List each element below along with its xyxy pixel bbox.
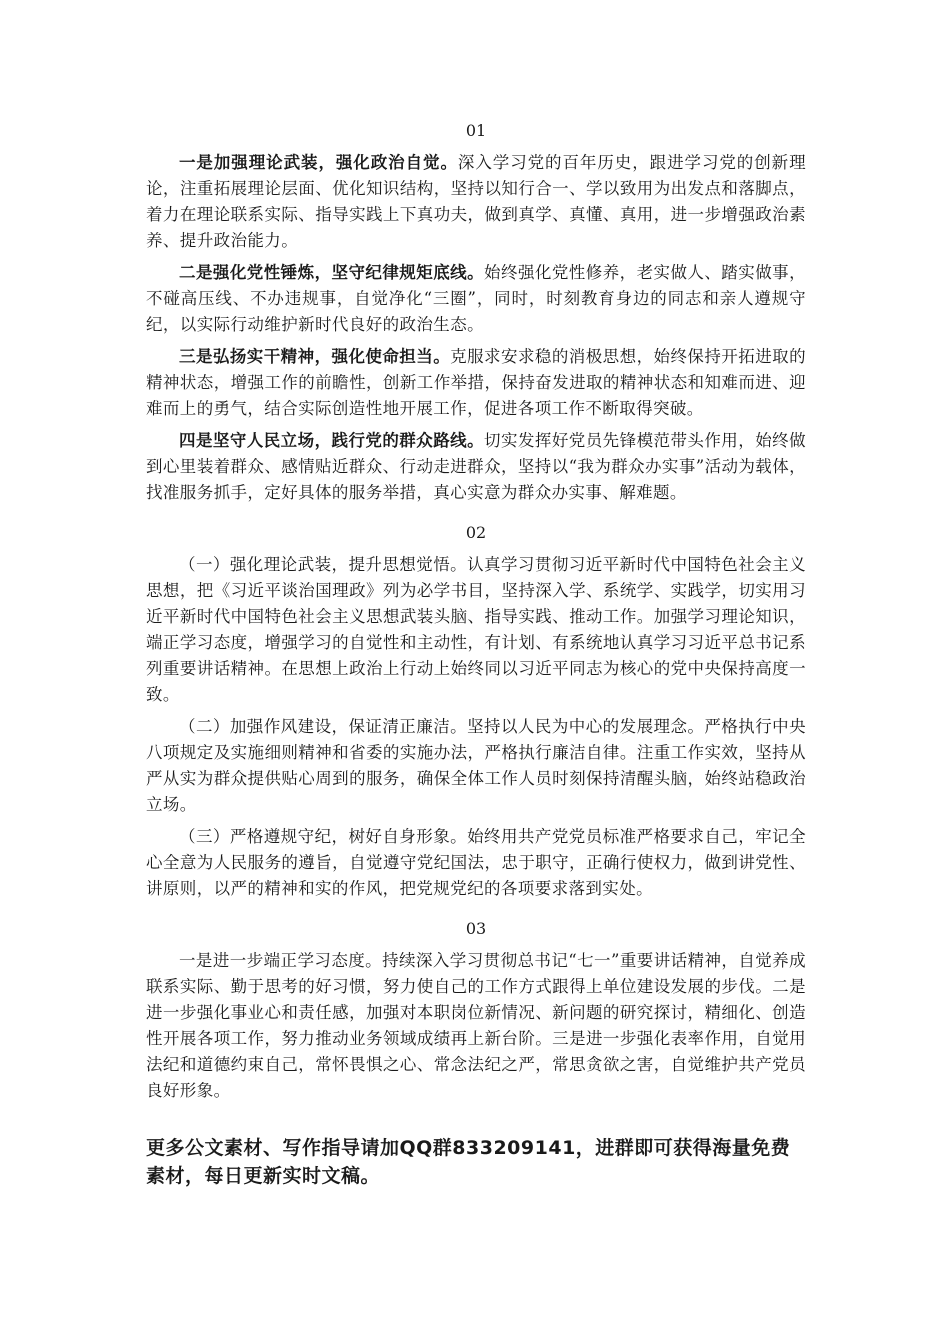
paragraph [146, 824, 806, 902]
paragraph-text: （一）强化理论武装，提升思想觉悟。认真学习贯彻习近平新时代中国特色社会主义思想，把《习近平谈治国理政》列为必学书目，坚持深入学、系统学、实践学，切实用习近平新时代中国特色社会主义思想武装头脑、指导实践、推动工作。加强学习理论知识，端正学习态度，增强学习的自觉性和主动性，有计划、有系统地认真学习习近平总书记系列重要讲话精神。在思想上政治上行动上始终同以习近平同志为核心的党中央保持高度一致。 [146, 555, 806, 704]
paragraph-lead: 一是加强理论武装，强化政治自觉。 [179, 153, 458, 172]
paragraph-text: 克服求安求稳的消极思想，始终保持开拓进取的精神状态，增强工作的前瞻性，创新工作举措，保持奋发进取的精神状态和知难而进、迎难而上的勇气，结合实际创造性地开展工作，促进各项工作不断取得突破。 [146, 347, 806, 418]
paragraph-text: （二）加强作风建设，保证清正廉洁。坚持以人民为中心的发展理念。严格执行中央八项规定及实施细则精神和省委的实施办法，严格执行廉洁自律。注重工作实效，坚持从严从实为群众提供贴心周到的服务，确保全体工作人员时刻保持清醒头脑，始终站稳政治立场。 [146, 717, 806, 814]
paragraph [146, 260, 806, 338]
section-02 [146, 520, 806, 902]
paragraph [146, 150, 806, 254]
section-03 [146, 916, 806, 1104]
section-01 [146, 118, 806, 506]
paragraph [146, 344, 806, 422]
paragraph-lead: 四是坚守人民立场，践行党的群众路线。 [179, 431, 485, 450]
paragraph [146, 552, 806, 708]
promo-footer: 更多公文素材、写作指导请加QQ群833209141，进群即可获得海量免费素材，每日更新实时文稿。 [146, 1137, 791, 1187]
paragraph-text: 一是进一步端正学习态度。持续深入学习贯彻总书记“七一”重要讲话精神，自觉养成联系实际、勤于思考的好习惯，努力使自己的工作方式跟得上单位建设发展的步伐。二是进一步强化事业心和责任感，加强对本职岗位新情况、新问题的研究探讨，精细化、创造性开展各项工作，努力推动业务领域成绩再上新台阶。三是进一步强化表率作用，自觉用法纪和道德约束自己，常怀畏惧之心、常念法纪之严，常思贪欲之害，自觉维护共产党员良好形象。 [146, 951, 806, 1100]
paragraph-lead: 二是强化党性锤炼，坚守纪律规矩底线。 [179, 263, 485, 282]
paragraph [146, 428, 806, 506]
section-number: 01 [465, 121, 487, 140]
document-page [146, 118, 806, 1190]
paragraph [146, 948, 806, 1104]
paragraph-lead: 三是弘扬实干精神，强化使命担当。 [179, 347, 451, 366]
paragraph-text: 深入学习党的百年历史，跟进学习党的创新理论，注重拓展理论层面、优化知识结构，坚持以知行合一、学以致用为出发点和落脚点，着力在理论联系实际、指导实践上下真功夫，做到真学、真懂、真用，进一步增强政治素养、提升政治能力。 [146, 153, 806, 250]
section-number: 02 [465, 523, 487, 542]
paragraph-text: （三）严格遵规守纪，树好自身形象。始终用共产党党员标准严格要求自己，牢记全心全意为人民服务的遵旨，自觉遵守党纪国法，忠于职守，正确行使权力，做到讲党性、讲原则，以严的精神和实的作风，把党规党纪的各项要求落到实处。 [146, 827, 806, 898]
paragraph [146, 714, 806, 818]
section-number: 03 [465, 919, 487, 938]
paragraph-text: 始终强化党性修养，老实做人、踏实做事，不碰高压线、不办违规事，自觉净化“三圈”，同时，时刻教育身边的同志和亲人遵规守纪，以实际行动维护新时代良好的政治生态。 [146, 263, 806, 334]
paragraph-text: 切实发挥好党员先锋模范带头作用，始终做到心里装着群众、感情贴近群众、行动走进群众，坚持以“我为群众办实事”活动为载体，找准服务抓手，定好具体的服务举措，真心实意为群众办实事、解难题。 [146, 431, 806, 502]
